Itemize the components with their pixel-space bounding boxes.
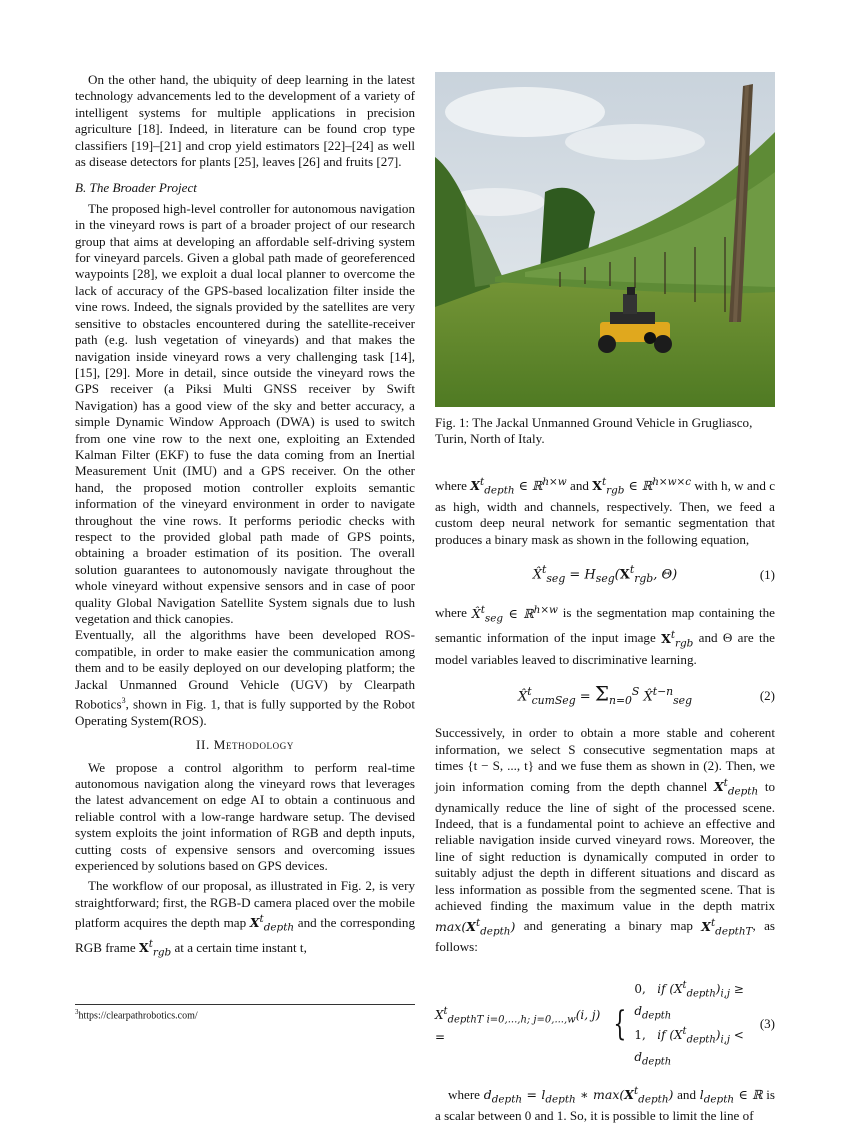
- workflow-paragraph: The workflow of our proposal, as illustrated in Fig. 2, is very straightforward; first, the RGB-D camera placed over the mobile platform acquires the depth map $X^t_{depth}$ and the corresponding RGB frame $X^t_{rgb}$ at a certain time instant t,: [75, 878, 415, 959]
- footnote-url: https://clearpathrobotics.com/: [78, 1010, 198, 1022]
- ros-paragraph: Eventually, all the algorithms have been developed ROS-compatible, in order to make easier the communication among them and to be easily deployed on our developing platform; the Jackal Unmanned Ground Vehicle (UGV) by Clearpath Robotics$^3$, shown in Fig. 1, that is fully supported by the Robot Operating System(ROS).: [75, 627, 415, 728]
- subsection-title: B. The Broader Project: [75, 180, 197, 196]
- equation-2: X̂$^t_{cumSeg}$ = $\Sigma_{n=0}^S$ X̂$^{t-n}_{seg}$ (2): [517, 681, 775, 707]
- figure-caption: Fig. 1: The Jackal Unmanned Ground Vehicle in Grugliasco, Turin, North of Italy.: [435, 415, 753, 447]
- where-paragraph-1: where $X^t_{depth}$ ∈ ℝ$^{h\times w}$ and $X^t_{rgb}$ ∈ ℝ$^{h\times w\times c}$ with h, w and c as high, width and channels, respectively. Then, we feed a custom deep neural network for semantic segmentation that produces a binary mask as shown in the following equation,: [435, 475, 776, 547]
- equation-3: $X^t_{depthT i=0,...,h; j=0,...,w}(i$, j) = { 0, if $(X^t_{depth})_{i,j} \ge d_{depth}$ 1, if $(X^t_{depth})_{i,j} < d_{depth}$ (3): [435, 979, 775, 1068]
- figure-jackal-vineyard-photo: [435, 72, 775, 407]
- right-column: [435, 72, 775, 1125]
- intro-paragraph: On the other hand, the ubiquity of deep learning in the latest technology advancements led to the development of a variety of intelligent systems for multiple applications in precision agriculture [18]. Indeed, in literature can be found crop type classifiers [19]–[21] and crop yield estimators [22]–[24] as well as disease detectors for plants [25], leaves [26] and fruits [27].: [75, 72, 415, 170]
- section-title: II. Methodology: [196, 737, 294, 753]
- project-paragraph: The proposed high-level controller for autonomous navigation in the vineyard rows is part of a broader project of our research group that aims at developing an affordable self-driving system for vineyard parcels. Given a global path made of georeferenced waypoints [28], we exploit a dual local planner to overcome the lack of accuracy of the GPS-based localization filter inside the vine rows. Indeed, the signals provided by the satellites are very sensitive to obstacles encountered during the satellite-receiver path (e.g. lush vegetation of vineyards) and that makes the navigation inside vineyard rows a very challenging task [14], [15], [29]. More in detail, since outside the vineyard rows the GPS receiver (a Piksi Multi GNSS receiver by Swift Navigation) has a good view of the sky and better accuracy, a simple Dynamic Window Approach (DWA) is used to switch from one vine row to the next one, exploiting an Extended Kalman Filter (EKF) to fuse the data coming from an Inertial Measurement Unit (IMU) and a GPS receiver. On the other hand, the proposed motion controller exploits semantic information of the vineyard environment in order to navigate throughout the vine rows. It performs periodic checks with respect to the provided global path made of GPS points, obtaining a broader estimation of its position. The overall solution guarantees to autonomously navigate throughout the whole vineyard without expensive sensors and in case of poor quality Global Navigation Satellite System signals due to lush vegetation and thick canopies.: [75, 200, 415, 626]
- where-paragraph-2: where X̂$^t_{seg}$ ∈ ℝ$^{h\times w}$ is the segmentation map containing the semantic information of the input image $X^t_{rgb}$ and Θ are the model variables leaved to discriminative learning.: [435, 603, 775, 667]
- equation-1: X̂$^t_{seg}$ = $H_{seg}(X^t_{rgb}$, Θ) (1): [532, 563, 775, 586]
- successively-paragraph: Successively, in order to obtain a more stable and coherent information, we select S consecutive segmentation maps at times {t − S, ..., t} and we fuse them as shown in (2). Then, we join information coming from the depth channel $X^t_{depth}$ to dynamically reduce the line of sight of the processed scene. Indeed, that is a fundamental point to achieve an effective and reliable navigation inside curved vineyard rows. Moreover, the line of sight reduction is dynamically computed in order to suitably adjust the depth in different situations and discard as less information as possible from the segmented scene. That is achieved finding the maximum value in the depth matrix $\max(X^t_{depth})$ and generating a binary map $X^t_{depthT}$, as follows:: [435, 725, 775, 955]
- footnote: $^3$https://clearpathrobotics.com/: [75, 1004, 415, 1021]
- vineyard-photo: [435, 72, 775, 407]
- method-paragraph: We propose a control algorithm to perform real-time autonomous navigation along the vineyard rows that leverages the latest advancement on edge AI to obtain a continuous and reliable control with a low-range hardware setup. The devised system exploits the joint information of RGB and depth inputs, cutting costs of expensive sensors and overcoming issues experienced by solutions based on GPS devices.: [75, 759, 415, 874]
- where-paragraph-3: where $d_{depth} = l_{depth}$ ∗ $\max(X^t_{depth})$ and $l_{depth}$ ∈ ℝ is a scalar between 0 and 1. So, it is possible to limit the line of: [435, 1085, 775, 1124]
- left-column: [75, 72, 415, 961]
